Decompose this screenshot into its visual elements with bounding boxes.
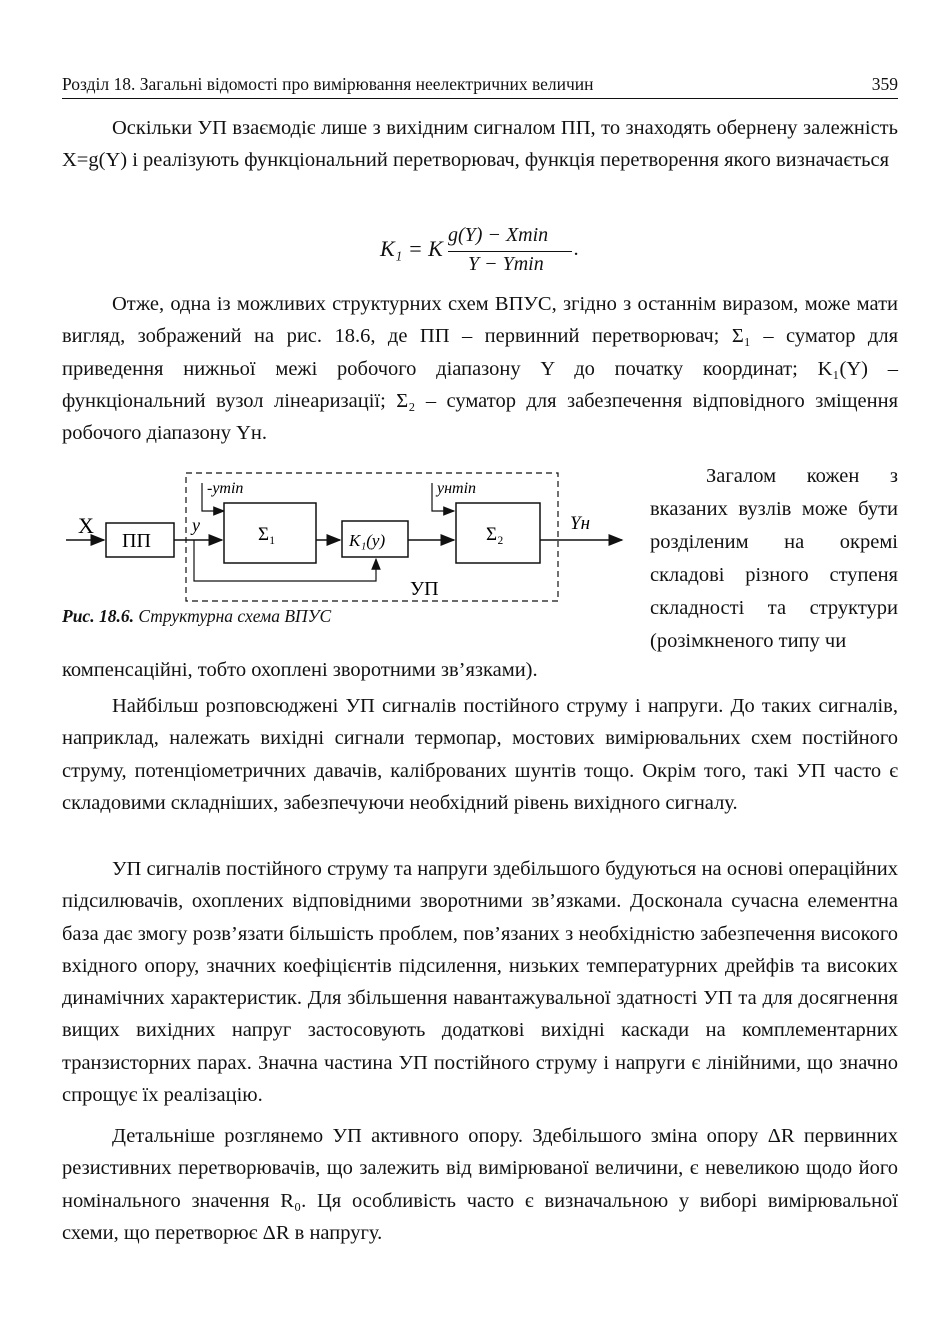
- formula-numerator: g(Y) − Xmin: [448, 224, 549, 246]
- formula-k1: [380, 224, 680, 284]
- paragraph-6: Детальніше розглянемо УП активного опору. Здебільшого зміна опору ΔR первинних резистивних перетворювачів, що залежить від вимірюваної величини, є невеликою щодо його номінального значення R₀. Ця особливість часто є визначальною у виборі вимірювальної схеми, що перетворює ΔR в напругу.: [62, 1125, 898, 1244]
- input-label: X: [78, 513, 94, 538]
- pp-label: ПП: [122, 530, 151, 552]
- ynmin-label: yнmin: [437, 480, 477, 497]
- running-head: [62, 74, 898, 99]
- paragraph-4: Найбільш розповсюджені УП сигналів постійного струму і напруги. До таких сигналів, наприклад, належать вихідні сигнали термопар, мостових вимірювальних схем постійного струму, потенціометричних давачів, каліброваних шунтів тощо. Окрім того, такі УП часто є складовими складніших, забезпечуючи необхідний рівень вихідного сигналу.: [62, 695, 898, 814]
- paragraph-2: Отже, одна із можливих структурних схем ВПУС, згідно з останнім виразом, може мати вигляд, зображений на рис. 18.6, де ПП – первинний перетворювач; Σ₁ – суматор для приведення нижньої межі робочого діапазону Y до початку координат; K₁(Y) – функціональний вузол лінеаризації; Σ₂ – суматор для забезпечення відповідного зміщення робочого діапазону Yн.: [62, 293, 898, 445]
- ymin-label: -ymin: [207, 480, 244, 497]
- y-label: y: [192, 515, 200, 535]
- formula-denominator: Y − Ymin: [468, 253, 544, 275]
- sum1-label: Σ₁: [258, 524, 276, 545]
- side-text: Загалом кожен з вказаних вузлів може бути розділеним на окремі складові різного ступеня складності та структури (розімкненого типу чи: [650, 465, 898, 652]
- up-label: УП: [410, 578, 439, 600]
- output-label: Yн: [570, 513, 590, 534]
- page-number: 359: [871, 74, 898, 94]
- paragraph-3: компенсаційні, тобто охоплені зворотними зв’язками).: [62, 659, 538, 681]
- caption-number: Рис. 18.6.: [62, 606, 134, 626]
- fraction-bar: [448, 251, 572, 252]
- k1-label: K₁(y): [349, 531, 386, 550]
- paragraph-5: УП сигналів постійного струму та напруги здебільшого будуються на основі операційних підсилювачів, охоплених відповідними зворотними зв’язками. Досконала сучасна елементна база дає змогу розв’язати більшість проблем, пов’язаних з необхідністю забезпечення високого вхідного опору, значних коефіцієнтів підсилення, низьких температурних дрейфів та високих динамічних характеристик. Для збільшення навантажувальної здатності УП та для досягнення вищих вихідних напруг застосовують додаткові вихідні каскади на комплементарних транзисторних парах. Значна частина УП постійного струму і напруги є лінійними, що значно спрощує їх реалізацію.: [62, 858, 898, 1107]
- figure-caption: [62, 606, 331, 627]
- formula-lhs: K₁ = K: [380, 236, 443, 261]
- paragraph-1: Оскільки УП взаємодіє лише з вихідним сигналом ПП, то знаходять обернену залежність X=g(Y) і реалізують функціональний перетворювач, функція перетворення якого визначається: [62, 117, 898, 172]
- caption-text: Структурна схема ВПУС: [138, 606, 332, 626]
- sum2-label: Σ₂: [486, 524, 504, 545]
- formula-end: .: [574, 238, 580, 260]
- running-title: Розділ 18. Загальні відомості про вимірювання неелектричних величин: [62, 74, 594, 94]
